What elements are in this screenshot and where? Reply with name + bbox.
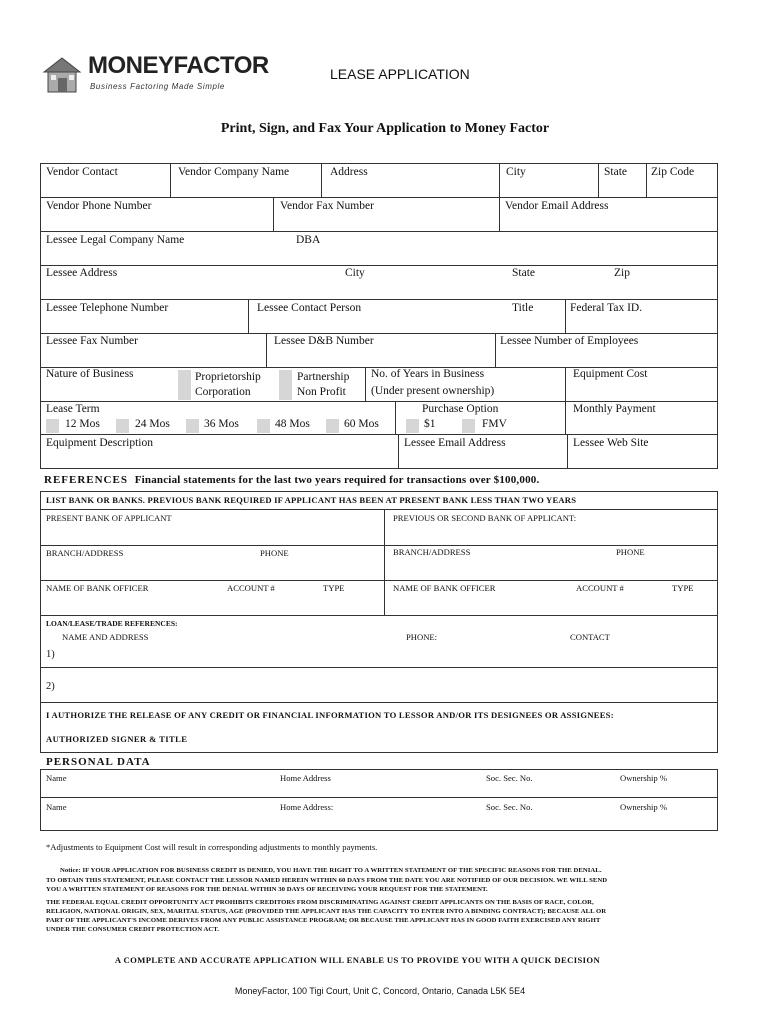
owner1-name-label: Name	[46, 773, 67, 783]
years-in-business-label: No. of Years in Business	[371, 368, 485, 380]
authorized-signer-label: AUTHORIZED SIGNER & TITLE	[46, 734, 188, 744]
vendor-state-label: State	[604, 166, 627, 178]
ecoa-line-4: UNDER THE CONSUMER CREDIT PROTECTION ACT.	[46, 926, 219, 933]
owner1-home-label: Home Address	[280, 773, 331, 783]
vendor-city-label: City	[506, 166, 526, 178]
term-48-checkbox[interactable]	[257, 419, 270, 433]
previous-branch-label: BRANCH/ADDRESS	[393, 547, 471, 557]
vendor-address-label: Address	[330, 166, 368, 178]
reference-contact-label: CONTACT	[570, 632, 610, 642]
lessee-email-label: Lessee Email Address	[404, 437, 506, 449]
previous-type-label: TYPE	[672, 583, 694, 593]
logo-tagline: Business Factoring Made Simple	[90, 82, 225, 91]
lessee-fax-label: Lessee Fax Number	[46, 335, 138, 347]
lessee-city-label: City	[345, 267, 365, 279]
notice-line-1: Notice: IF YOUR APPLICATION FOR BUSINESS CREDIT IS DENIED, YOU HAVE THE RIGHT TO A WRITTEN STATEMENT OF THE SPECIFIC REASONS FOR THE DENIAL.	[60, 867, 602, 874]
lessee-employees-label: Lessee Number of Employees	[500, 335, 639, 347]
references-note: Financial statements for the last two years required for transactions over $100,000.	[134, 474, 540, 486]
owner1-ssn-label: Soc. Sec. No.	[486, 773, 533, 783]
owner2-home-label: Home Address:	[280, 802, 334, 812]
previous-account-label: ACCOUNT #	[576, 583, 624, 593]
reference-item-2: 2)	[46, 681, 55, 692]
nature-of-business-label: Nature of Business	[46, 368, 134, 380]
owner2-ssn-label: Soc. Sec. No.	[486, 802, 533, 812]
present-account-label: ACCOUNT #	[227, 583, 275, 593]
partnership-label: Partnership	[297, 371, 350, 383]
complete-application-note: A COMPLETE AND ACCURATE APPLICATION WILL ENABLE US TO PROVIDE YOU WITH A QUICK DECISION	[114, 955, 601, 965]
lessee-contact-person-label: Lessee Contact Person	[257, 302, 362, 314]
term-36-label: 36 Mos	[204, 418, 239, 430]
owner1-ownership-label: Ownership %	[620, 773, 668, 783]
nonprofit-label: Non Profit	[297, 386, 346, 398]
lessee-address-label: Lessee Address	[46, 267, 118, 279]
personal-data-table	[40, 769, 718, 831]
equipment-cost-label: Equipment Cost	[573, 368, 648, 380]
option-fmv-checkbox[interactable]	[462, 419, 475, 433]
vendor-contact-label: Vendor Contact	[46, 166, 118, 178]
monthly-payment-label: Monthly Payment	[573, 403, 656, 415]
notice-line-2: TO OBTAIN THIS STATEMENT, PLEASE CONTACT THE LESSOR NAMED HEREIN WITHIN 60 DAYS FROM THE DATE YOU ARE NOTIFIED OF OUR DECISION. WE WILL SEND	[46, 877, 608, 884]
proprietorship-label: Proprietorship	[195, 371, 261, 383]
term-24-checkbox[interactable]	[116, 419, 129, 433]
bank-requirement-note: LIST BANK OR BANKS. PREVIOUS BANK REQUIRED IF APPLICANT HAS BEEN AT PRESENT BANK LESS THAN TWO YEARS	[46, 495, 577, 505]
corporation-label: Corporation	[195, 386, 251, 398]
references-heading	[44, 474, 539, 486]
equipment-description-label: Equipment Description	[46, 437, 153, 449]
federal-tax-id-label: Federal Tax ID.	[570, 302, 643, 314]
vendor-phone-label: Vendor Phone Number	[46, 200, 152, 212]
house-logo-icon	[40, 52, 84, 96]
term-36-checkbox[interactable]	[186, 419, 199, 433]
vendor-fax-label: Vendor Fax Number	[280, 200, 374, 212]
ecoa-line-1: THE FEDERAL EQUAL CREDIT OPPORTUNITY ACT PROHIBITS CREDITORS FROM DISCRIMINATING AGAINST CREDIT APPLICANTS ON THE BASIS OF RACE, COLOR,	[46, 899, 594, 906]
trade-references-label: LOAN/LEASE/TRADE REFERENCES:	[46, 619, 178, 628]
partnership-checkbox[interactable]	[279, 370, 292, 400]
name-address-label: NAME AND ADDRESS	[62, 632, 149, 642]
vendor-zip-label: Zip Code	[651, 166, 695, 178]
term-60-label: 60 Mos	[344, 418, 379, 430]
vendor-email-label: Vendor Email Address	[505, 200, 609, 212]
term-48-label: 48 Mos	[275, 418, 310, 430]
option-1-label: $1	[424, 418, 436, 430]
personal-data-heading: PERSONAL DATA	[46, 756, 151, 768]
equipment-adjustment-note: *Adjustments to Equipment Cost will result in corresponding adjustments to monthly payments.	[46, 842, 378, 852]
reference-phone-label: PHONE:	[406, 632, 438, 642]
authorization-statement: I AUTHORIZE THE RELEASE OF ANY CREDIT OR FINANCIAL INFORMATION TO LESSOR AND/OR ITS DESIGNEES OR ASSIGNEES:	[46, 710, 614, 720]
term-12-label: 12 Mos	[65, 418, 100, 430]
document-subtitle: Print, Sign, and Fax Your Application to Money Factor	[220, 121, 550, 136]
previous-phone-label: PHONE	[616, 547, 645, 557]
lessee-zip-label: Zip	[614, 267, 630, 279]
years-ownership-note: (Under present ownership)	[371, 385, 495, 397]
present-bank-label: PRESENT BANK OF APPLICANT	[46, 513, 172, 523]
present-officer-label: NAME OF BANK OFFICER	[46, 583, 149, 593]
notice-line-3: YOU A WRITTEN STATEMENT OF REASONS FOR THE DENIAL WITHIN 30 DAYS OF RECEIVING YOUR REQUEST FOR THE STATEMENT.	[46, 886, 488, 893]
logo-name: MONEYFACTOR	[88, 52, 269, 79]
option-fmv-label: FMV	[482, 418, 507, 430]
company-address: MoneyFactor, 100 Tigi Court, Unit C, Concord, Ontario, Canada L5K 5E4	[234, 986, 526, 996]
previous-officer-label: NAME OF BANK OFFICER	[393, 583, 496, 593]
reference-item-1: 1)	[46, 649, 55, 660]
present-type-label: TYPE	[323, 583, 345, 593]
ecoa-line-3: PART OF THE APPLICANT'S INCOME DERIVES FROM ANY PUBLIC ASSISTANCE PROGRAM; OR BECAUSE THE APPLICANT HAS IN GOOD FAITH EXERCISED ANY RIGHT	[46, 917, 601, 924]
document-title: LEASE APPLICATION	[330, 66, 470, 82]
lessee-website-label: Lessee Web Site	[573, 437, 649, 449]
lessee-state-label: State	[512, 267, 535, 279]
term-12-checkbox[interactable]	[46, 419, 59, 433]
present-phone-label: PHONE	[260, 548, 289, 558]
present-branch-label: BRANCH/ADDRESS	[46, 548, 124, 558]
lessee-legal-name-label: Lessee Legal Company Name	[46, 234, 185, 246]
purchase-option-label: Purchase Option	[422, 403, 499, 415]
company-logo	[40, 50, 269, 100]
vendor-company-label: Vendor Company Name	[178, 166, 290, 178]
lease-term-label: Lease Term	[46, 403, 100, 415]
lessee-dnb-label: Lessee D&B Number	[274, 335, 374, 347]
owner2-name-label: Name	[46, 802, 67, 812]
term-24-label: 24 Mos	[135, 418, 170, 430]
proprietorship-checkbox[interactable]	[178, 370, 191, 400]
lessee-telephone-label: Lessee Telephone Number	[46, 302, 169, 314]
ecoa-line-2: RELIGION, NATIONAL ORIGIN, SEX, MARITAL STATUS, AGE (PROVIDED THE APPLICANT HAS THE CAPACITY TO ENTER INTO A BINDING CONTRACT); BECAUSE ALL OR	[46, 908, 607, 915]
lessee-dba-label: DBA	[296, 234, 321, 246]
references-title: REFERENCES	[44, 474, 128, 486]
previous-bank-label: PREVIOUS OR SECOND BANK OF APPLICANT:	[393, 513, 577, 523]
term-60-checkbox[interactable]	[326, 419, 339, 433]
lessee-title-label: Title	[512, 302, 534, 314]
owner2-ownership-label: Ownership %	[620, 802, 668, 812]
option-1-checkbox[interactable]	[406, 419, 419, 433]
